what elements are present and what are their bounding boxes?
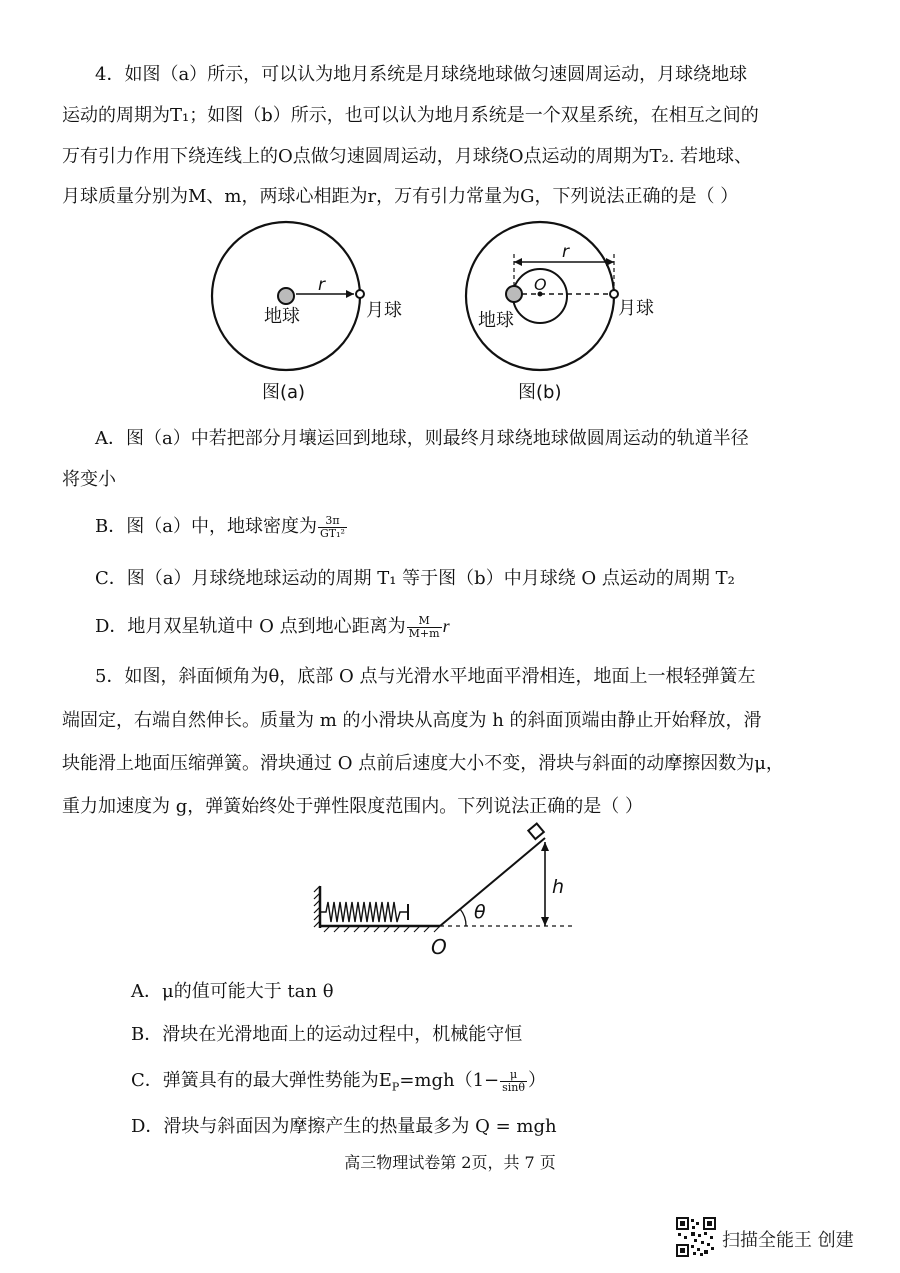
q4-option-b-text: B．图（a）中，地球密度为 — [95, 516, 317, 537]
energy-fraction: $\frac{\mu}{\sin\theta}$ — [502, 1067, 526, 1094]
o-label-b: O — [534, 275, 547, 294]
spring — [320, 902, 408, 922]
moon-label-b: 月球 — [618, 298, 654, 319]
caption-b: 图(b) — [518, 382, 562, 403]
height-label: h — [552, 876, 565, 898]
q5-line4: 重力加速度为 g，弹簧始终处于弹性限度范围内。下列说法正确的是（ ） — [62, 796, 643, 817]
caption-a: 图(a) — [262, 382, 306, 403]
q4-option-d-text: D．地月双星轨道中 O 点到地心距离为 — [95, 616, 406, 637]
angle-arc — [460, 909, 466, 926]
page-footer: 高三物理试卷第 2页，共 7 页 — [344, 1153, 556, 1172]
distance-fraction: $\frac{M}{M+m}$ — [408, 613, 440, 640]
q4-option-a-line1: A．图（a）中若把部分月壤运回到地球，则最终月球绕地球做圆周运动的轨道半径 — [95, 428, 749, 449]
q5-line2: 端固定，右端自然伸长。质量为 m 的小滑块从高度为 h 的斜面顶端由静止开始释放，滑 — [62, 710, 762, 731]
qr-code-icon — [676, 1217, 716, 1257]
q4-line4: 月球质量分别为M、m，两球心相距为r，万有引力常量为G，下列说法正确的是（ ） — [62, 186, 739, 207]
q4-line2: 运动的周期为T₁；如图（b）所示，也可以认为地月系统是一个双星系统，在相互之间的 — [62, 105, 759, 126]
radius-label-a: r — [318, 275, 325, 295]
moon-label-a: 月球 — [366, 300, 402, 321]
theta-label: θ — [474, 901, 486, 923]
radius-label-b: r — [562, 242, 569, 262]
q5-option-a: A．μ的值可能大于 tan θ — [131, 981, 334, 1002]
q4-option-d: D．地月双星轨道中 O 点到地心距离为 $\frac{M}{M+m}$ r — [95, 613, 450, 640]
density-fraction: $\frac{3\pi}{\text{GT₁²}}$ — [319, 513, 345, 540]
q5-line3: 块能滑上地面压缩弹簧。滑块通过 O 点前后速度大小不变，滑块与斜面的动摩擦因数为μ， — [62, 753, 784, 774]
q4-option-c: C．图（a）月球绕地球运动的周期 T₁ 等于图（b）中月球绕 O 点运动的周期 T₂ — [95, 568, 735, 589]
q5-option-d: D．滑块与斜面因为摩擦产生的热量最多为 Q = mgh — [131, 1116, 557, 1137]
q5-option-b: B．滑块在光滑地面上的运动过程中，机械能守恒 — [131, 1024, 523, 1045]
q4-line3: 万有引力作用下绕连线上的O点做匀速圆周运动，月球绕O点运动的周期为T₂. 若地球、 — [62, 146, 753, 167]
earth-label-b: 地球 — [478, 310, 514, 331]
q4-line1: 4．如图（a）所示，可以认为地月系统是月球绕地球做匀速圆周运动，月球绕地球 — [95, 64, 748, 85]
q5-option-c: C．弹簧具有的最大弹性势能为$E_P=mgh(1-$ $\frac{\mu}{\sin\theta}$ ） — [131, 1067, 547, 1094]
q5-line1: 5．如图，斜面倾角为θ，底部 O 点与光滑水平地面平滑相连，地面上一根轻弹簧左 — [95, 666, 756, 687]
slider-block — [528, 824, 543, 839]
o-label: O — [431, 935, 447, 959]
q4-option-a-line2: 将变小 — [62, 469, 116, 490]
earth-label-a: 地球 — [264, 306, 300, 327]
scanner-watermark: 扫描全能王 创建 — [722, 1230, 854, 1251]
incline — [440, 838, 545, 926]
